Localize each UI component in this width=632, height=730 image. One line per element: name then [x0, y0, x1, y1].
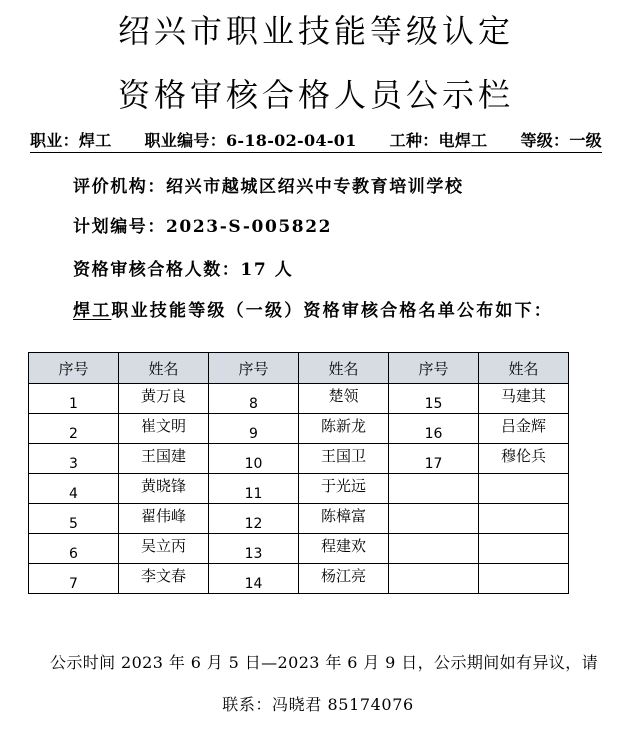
- seq-cell: 10: [244, 456, 263, 472]
- occupation-code: 职业编号：6-18-02-04-01: [144, 131, 357, 150]
- seq-cell: 15: [424, 396, 443, 412]
- col-header-name-2: 姓名: [299, 353, 389, 384]
- title-line-1: 绍兴市职业技能等级认定: [117, 12, 514, 50]
- col-header-name-3: 姓名: [479, 353, 569, 384]
- seq-cell: 1: [69, 396, 78, 412]
- col-header-seq-1: 序号: [29, 353, 119, 384]
- name-cell: 程建欢: [320, 537, 366, 555]
- announcement-prefix: 焊工: [73, 301, 112, 321]
- job-info-line: [30, 128, 602, 153]
- seq-cell: 17: [424, 456, 443, 472]
- announcement-rest: 职业技能等级（一级）资格审核合格名单公布如下：: [111, 301, 554, 321]
- name-cell: 黄万良: [140, 387, 186, 405]
- name-cell: 李文春: [140, 567, 186, 585]
- seq-cell: [389, 513, 478, 524]
- seq-cell: [389, 573, 478, 584]
- table-row: [29, 534, 569, 564]
- seq-cell: 9: [249, 426, 258, 442]
- seq-cell: 11: [244, 486, 263, 502]
- name-cell: 杨江亮: [320, 567, 366, 585]
- announcement-line: [73, 296, 553, 321]
- table-row: [29, 474, 569, 504]
- level: 等级：一级: [520, 131, 602, 150]
- name-cell: 陈新龙: [320, 417, 366, 435]
- name-cell: 吕金辉: [500, 417, 546, 435]
- name-cell: 王国卫: [320, 447, 366, 465]
- table-row: [29, 504, 569, 534]
- table-row: [29, 384, 569, 414]
- col-header-seq-3: 序号: [389, 353, 479, 384]
- name-cell: 黄晓锋: [140, 477, 186, 495]
- notice-period: 公示时间 2023 年 6 月 5 日—2023 年 6 月 9 日，公示期间如有异议，请: [49, 653, 599, 672]
- name-cell: 翟伟峰: [140, 507, 186, 525]
- seq-cell: 3: [69, 456, 78, 472]
- seq-cell: 13: [244, 546, 263, 562]
- seq-cell: 12: [244, 516, 263, 532]
- col-header-seq-2: 序号: [209, 353, 299, 384]
- qualified-count: 资格审核合格人数：17 人: [73, 260, 294, 280]
- table-row: [29, 414, 569, 444]
- name-cell: 于光远: [320, 477, 366, 495]
- name-cell: 陈樟富: [320, 507, 366, 525]
- seq-cell: 4: [69, 486, 78, 502]
- name-cell: 马建其: [500, 387, 546, 405]
- name-cell: 楚领: [328, 387, 359, 405]
- plan-number: 计划编号：2023-S-005822: [73, 217, 333, 237]
- seq-cell: 8: [249, 396, 258, 412]
- occupation: 职业：焊工: [30, 131, 112, 150]
- seq-cell: [389, 543, 478, 554]
- name-cell: 穆伦兵: [500, 447, 546, 465]
- institution: 评价机构：绍兴市越城区绍兴中专教育培训学校: [73, 177, 464, 197]
- name-cell: 王国建: [140, 447, 186, 465]
- qualified-roster-table: [28, 352, 569, 594]
- table-header-row: [29, 353, 569, 384]
- seq-cell: 2: [69, 426, 78, 442]
- name-cell: 吴立丙: [140, 537, 186, 555]
- seq-cell: [389, 483, 478, 494]
- seq-cell: 6: [69, 546, 78, 562]
- name-cell: 崔文明: [140, 417, 186, 435]
- seq-cell: 7: [69, 576, 78, 592]
- title-line-2: 资格审核合格人员公示栏: [117, 76, 514, 114]
- col-header-name-1: 姓名: [119, 353, 209, 384]
- seq-cell: 14: [244, 576, 263, 592]
- work-type: 工种：电焊工: [389, 131, 488, 150]
- table-row: [29, 444, 569, 474]
- contact-info: 联系：冯晓君 85174076: [222, 695, 414, 714]
- seq-cell: 16: [424, 426, 443, 442]
- seq-cell: 5: [69, 516, 78, 532]
- table-row: [29, 564, 569, 594]
